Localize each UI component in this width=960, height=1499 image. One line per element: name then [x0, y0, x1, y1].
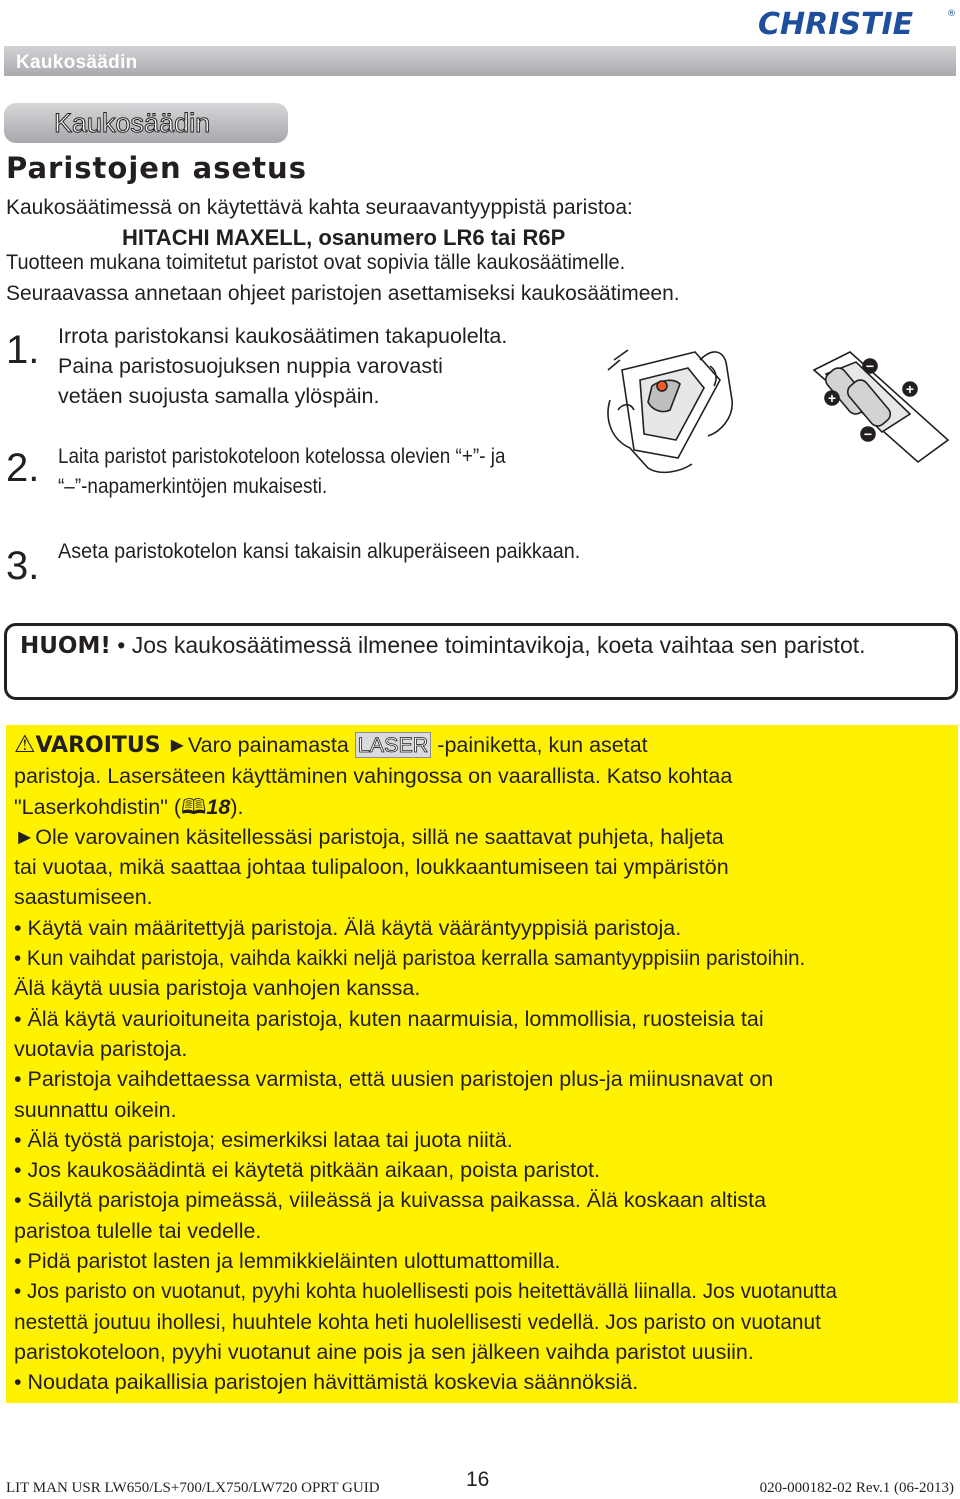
arrow-icon: ► — [166, 733, 188, 757]
note-body: • Jos kaukosäätimessä ilmenee toimintavikoja, koeta vaihtaa sen paristot. — [110, 632, 866, 658]
warning-line: paristoja. Lasersäteen käyttäminen vahingossa on vaarallista. Katso kohtaa — [14, 764, 733, 789]
plus-sign: + — [827, 390, 837, 406]
plus-sign: + — [905, 381, 915, 397]
warning-line: suunnattu oikein. — [14, 1097, 177, 1122]
warning-line: ►Ole varovainen käsitellessäsi paristoja, sillä ne saattavat puhjeta, haljeta — [14, 824, 724, 849]
intro-line: Kaukosäätimessä on käytettävä kahta seuraavantyyppistä paristoa: — [6, 196, 633, 219]
page-title: Paristojen asetus — [6, 151, 307, 185]
page-number: 16 — [466, 1468, 490, 1491]
registered-mark: ® — [947, 9, 956, 19]
minus-sign: − — [865, 358, 875, 374]
warning-line: saastumiseen. — [14, 885, 153, 910]
warning-line: tai vuotaa, mikä saattaa johtaa tulipaloon, loukkaantumiseen tai ympäristön — [14, 855, 729, 880]
battery-polarity-illustration — [800, 340, 950, 470]
warning-line: • Käytä vain määritettyjä paristoja. Älä käytä vääräntyyppisiä paristoja. — [14, 915, 682, 940]
minus-sign: − — [863, 426, 873, 442]
intro-line: Tuotteen mukana toimitetut paristot ovat sopivia tälle kaukosäätimelle. — [6, 251, 626, 274]
step-number: 2. — [6, 446, 40, 490]
warning-text-part: -painiketta, kun asetat — [431, 733, 648, 757]
remote-opening-illustration — [600, 340, 770, 480]
warning-line: • Säilytä paristoja pimeässä, viileässä ja kuivassa paikassa. Älä koskaan altista — [14, 1188, 767, 1213]
christie-logo — [758, 4, 956, 40]
step-text: “–”-napamerkintöjen mukaisesti. — [58, 474, 328, 498]
footer-doc-title: LIT MAN USR LW650/LS+700/LX750/LW720 OPRT GUID — [6, 1480, 380, 1496]
laser-button-label: LASER — [355, 732, 432, 758]
header-title: Kaukosäädin — [16, 52, 138, 73]
warning-line: paristoa tulelle tai vedelle. — [14, 1218, 262, 1243]
book-icon: 🕮 — [181, 794, 207, 819]
warning-text-part: ). — [230, 794, 244, 819]
step-number: 1. — [6, 328, 40, 372]
warning-line: • Älä työstä paristoja; esimerkiksi lataa tai juota niitä. — [14, 1127, 513, 1152]
warning-line — [14, 792, 958, 822]
header-bar — [4, 46, 956, 76]
warning-line: • Paristoja vaihdettaessa varmista, että uusien paristojen plus-ja miinusnavat on — [14, 1067, 774, 1092]
warning-line: Älä käytä uusia paristoja vanhojen kanssa. — [14, 976, 421, 1001]
footer-revision: 020-000182-02 Rev.1 (06-2013) — [759, 1480, 954, 1496]
intro-line: Seuraavassa annetaan ohjeet paristojen asettamiseksi kaukosäätimeen. — [6, 282, 680, 305]
step-text: Laita paristot paristokoteloon kotelossa olevien “+”- ja — [58, 444, 506, 468]
warning-line: • Jos kaukosäädintä ei käytetä pitkään aikaan, poista paristot. — [14, 1158, 600, 1183]
section-label-text: Kaukosäädin — [54, 108, 211, 138]
warning-text-part: "Laserkohdistin" ( — [14, 794, 182, 819]
warning-line — [14, 730, 958, 761]
page-reference: 18 — [206, 794, 231, 819]
warning-line: • Jos paristo on vuotanut, pyyhi kohta huolellisesti pois heitettävällä liinalla. Jos vuotanutta — [14, 1279, 837, 1304]
warning-text-part: Varo painamasta — [187, 733, 355, 757]
step-number: 3. — [6, 544, 40, 588]
step-text: Irrota paristokansi kaukosäätimen takapuolelta. — [58, 324, 508, 348]
warning-line: vuotavia paristoja. — [14, 1036, 188, 1061]
warning-icon: ⚠ — [14, 731, 36, 758]
section-label — [4, 103, 288, 143]
warning-line: • Älä käytä vaurioituneita paristoja, kuten naarmuisia, lommollisia, ruosteisia tai — [14, 1006, 764, 1031]
note-text — [20, 630, 920, 661]
warning-line: • Noudata paikallisia paristojen hävittämistä koskevia säännöksiä. — [14, 1370, 639, 1395]
warning-heading: VAROITUS — [35, 733, 161, 758]
brand-name: CHRISTIE — [758, 7, 914, 40]
note-label: HUOM! — [20, 633, 111, 659]
warning-text — [14, 730, 958, 1398]
step-text: vetäen suojusta samalla ylöspäin. — [58, 384, 380, 408]
warning-line: • Kun vaihdat paristoja, vaihda kaikki neljä paristoa kerralla samantyyppisiin paristoihin. — [14, 946, 806, 971]
step-text: Paina paristosuojuksen nuppia varovasti — [58, 354, 443, 378]
step-text: Aseta paristokotelon kansi takaisin alkuperäiseen paikkaan. — [58, 539, 581, 563]
warning-line: paristokoteloon, pyyhi vuotanut aine pois ja sen jälkeen vaihda paristot uusiin. — [14, 1339, 754, 1364]
warning-line: nestettä joutuu ihollesi, huuhtele kohta heti huolellisesti vedellä. Jos paristo on vuotanut — [14, 1309, 821, 1334]
warning-line: • Pidä paristot lasten ja lemmikkieläinten ulottumattomilla. — [14, 1249, 561, 1274]
battery-type: HITACHI MAXELL, osanumero LR6 tai R6P — [122, 225, 566, 250]
